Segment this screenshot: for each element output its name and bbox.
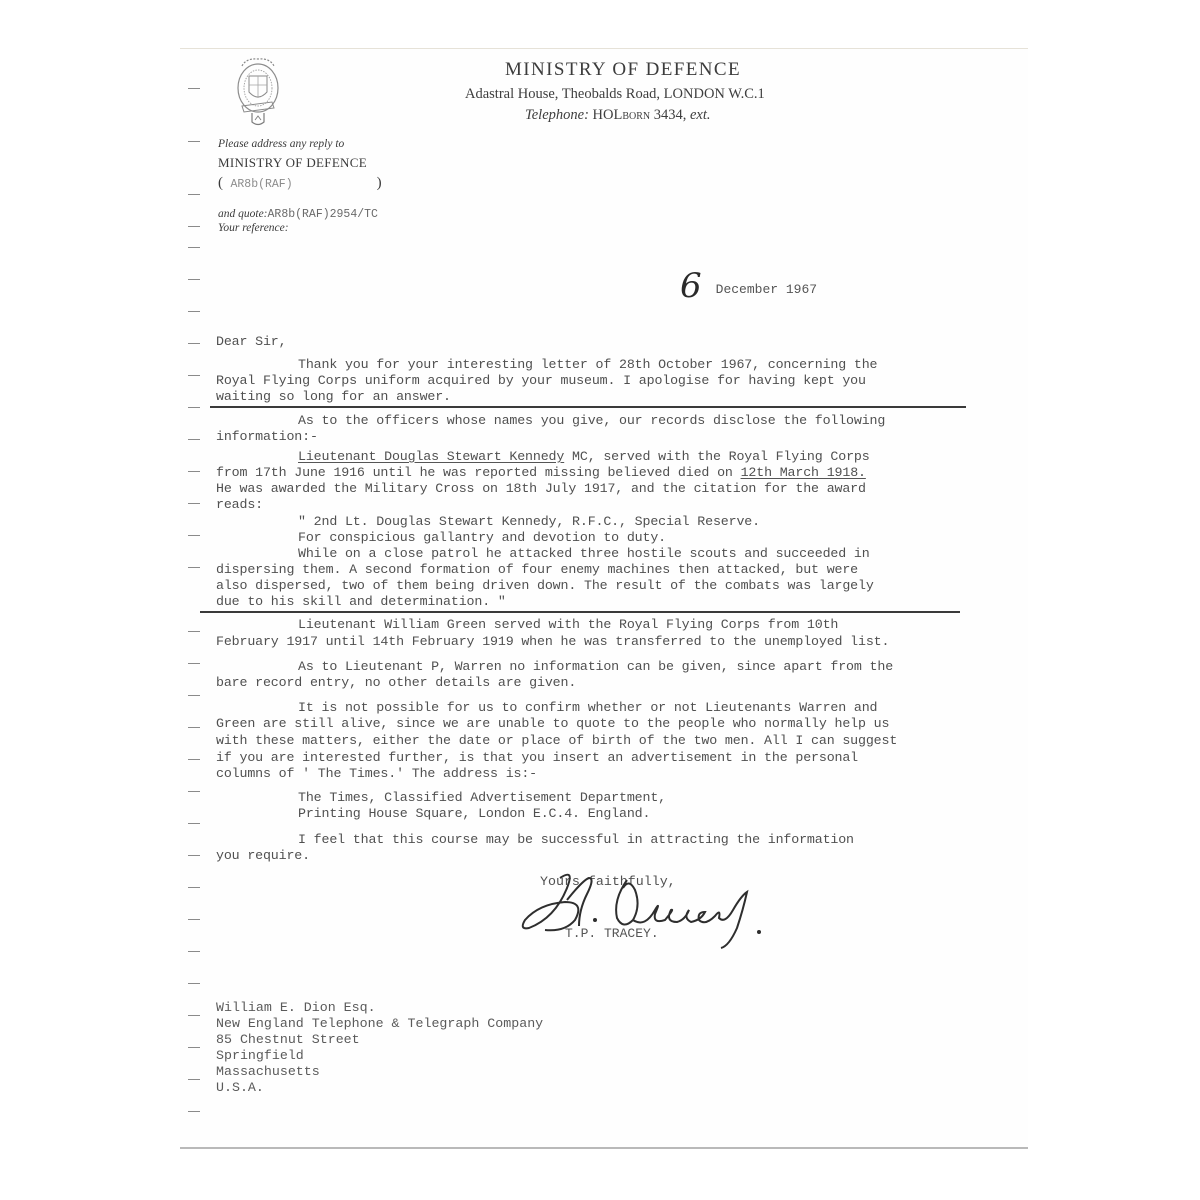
quote-reference [218,204,378,222]
margin-tick [188,407,200,408]
margin-tick [188,471,200,472]
margin-tick [188,663,200,664]
text-line: waiting so long for an answer. [216,389,451,404]
margin-tick [188,631,200,632]
letterhead-address [465,86,765,103]
margin-tick [188,535,200,536]
telephone-exchange: HOLborn [592,107,651,123]
text-line: Printing House Square, London E.C.4. England. [298,806,651,821]
text-line: I feel that this course may be successful in attracting the information [298,832,854,847]
text-span: from 17th June 1916 until he was reported missing believed died on [216,465,741,480]
text-line: dispersing them. A second formation of four enemy machines then attacked, but were [216,562,859,577]
horizontal-rule [210,406,966,408]
text-line: due to his skill and determination. " [216,594,506,609]
text-line: As to Lieutenant P, Warren no information can be given, since apart from the [298,659,894,674]
margin-tick [188,503,200,504]
branch-open-paren: ( [218,175,223,191]
margin-tick [188,88,200,89]
letter-date [680,266,817,306]
letterhead-title: MINISTRY OF DEFENCE [505,59,741,80]
margin-tick [188,567,200,568]
letterhead-address-street: Adastral House, Theobalds Road, [465,86,664,102]
margin-tick [188,727,200,728]
text-line: While on a close patrol he attacked three hostile scouts and succeeded in [298,546,870,561]
text-line: As to the officers whose names you give, our records disclose the following [298,413,886,428]
text-line: with these matters, either the date or place of birth of the two men. All I can suggest [216,733,898,748]
date-month-year: December 1967 [715,282,818,297]
text-line: It is not possible for us to confirm whether or not Lieutenants Warren and [298,700,878,715]
margin-tick [188,983,200,984]
recipient-line: 85 Chestnut Street [216,1032,360,1047]
horizontal-rule [200,611,960,613]
margin-tick [188,759,200,760]
telephone-number: 3434, [653,107,687,123]
kennedy-name: Lieutenant Douglas Stewart Kennedy [298,449,565,464]
salutation: Dear Sir, [216,334,287,349]
margin-tick [188,951,200,952]
text-line: columns of ' The Times.' The address is:- [216,766,538,781]
date-day-handwritten: 6 [680,266,702,306]
text-line: if you are interested further, is that you insert an advertisement in the personal [216,750,859,765]
text-line: information:- [216,429,318,444]
your-reference-label: Your reference: [218,222,289,234]
text-span: MC, served with the Royal Flying Corps [564,449,870,464]
signatory-typed-name: T.P. TRACEY. [565,926,659,941]
margin-tick [188,226,200,227]
margin-tick [188,343,200,344]
letterhead-address-city: LONDON W.C.1 [663,86,765,102]
margin-tick [188,375,200,376]
reply-branch-code: AR8b(RAF) [230,178,293,191]
valediction: Yours faithfully, [540,874,676,889]
text-line: Lieutenant William Green served with the Royal Flying Corps from 10th [298,617,839,632]
text-line: you require. [216,848,310,863]
margin-tick [188,311,200,312]
margin-tick [188,855,200,856]
reply-branch [218,175,382,192]
royal-crest-icon [232,56,284,130]
text-line: reads: [216,497,263,512]
text-line: The Times, Classified Advertisement Department, [298,790,666,805]
text-line: " 2nd Lt. Douglas Stewart Kennedy, R.F.C., Special Reserve. [298,514,760,529]
margin-tick [188,919,200,920]
quote-value: AR8b(RAF)2954/TC [267,208,378,221]
kennedy-date: 12th March 1918. [740,465,866,480]
margin-tick [188,279,200,280]
margin-tick [188,247,200,248]
margin-tick [188,887,200,888]
text-line: bare record entry, no other details are given. [216,675,577,690]
margin-tick [188,1111,200,1112]
recipient-line: U.S.A. [216,1080,264,1095]
margin-tick [188,141,200,142]
text-line: For conspicious gallantry and devotion to duty. [298,530,666,545]
margin-tick [188,194,200,195]
telephone-label: Telephone: [525,107,589,123]
branch-close-paren: ) [376,175,382,191]
margin-tick [188,695,200,696]
margin-tick [188,1047,200,1048]
telephone-ext: ext. [690,107,711,123]
text-line: also dispersed, two of them being driven down. The result of the combats was largely [216,578,874,593]
quote-label: and quote: [218,208,268,220]
recipient-line: William E. Dion Esq. [216,1000,376,1015]
recipient-line: Massachusetts [216,1064,320,1079]
text-line: February 1917 until 14th February 1919 when he was transferred to the unemployed list. [216,634,890,649]
text-line: He was awarded the Military Cross on 18th July 1917, and the citation for the award [216,481,866,496]
reply-ministry: MINISTRY OF DEFENCE [218,155,367,170]
margin-tick [188,439,200,440]
text-line [298,449,870,465]
margin-tick [188,791,200,792]
recipient-line: Springfield [216,1048,304,1063]
letterhead-telephone [525,107,711,124]
text-line: Thank you for your interesting letter of 28th October 1967, concerning the [298,357,878,372]
please-address-label: Please address any reply to [218,138,345,150]
margin-tick [188,1079,200,1080]
text-line: Royal Flying Corps uniform acquired by your museum. I apologise for having kept you [216,373,866,388]
margin-tick [188,1015,200,1016]
margin-tick [188,823,200,824]
text-line: Green are still alive, since we are unable to quote to the people who normally help us [216,716,890,731]
recipient-line: New England Telephone & Telegraph Company [216,1016,544,1031]
text-line [216,465,866,481]
